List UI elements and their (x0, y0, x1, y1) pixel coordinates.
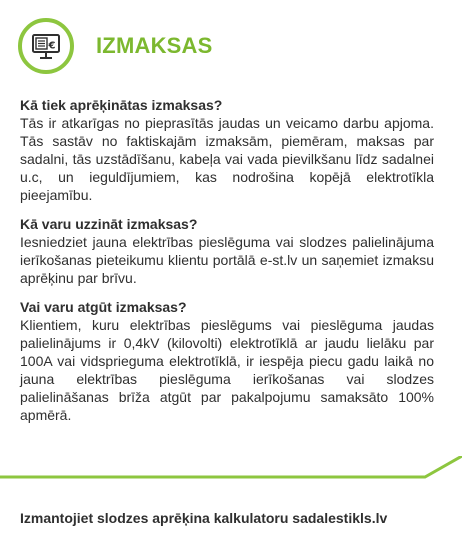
faq-answer: Klientiem, kuru elektrības pieslēgums vai pieslēguma jaudas palielinājums ir 0,4kV (kilovolti) elektrotīklā ar jaudu lielāku par 100A vai vidsprieguma elektrotīklā, ir iespēja piecu gadu laikā no jauna elektrības pieslēguma ierīkošanas vai slodzes palielināšanas brīža atgūt par pakalpojumu samaksāto 100% apmērā. (20, 317, 434, 423)
svg-text:€: € (48, 40, 56, 52)
faq-question: Kā varu uzzināt izmaksas? (20, 216, 198, 232)
faq-question: Kā tiek aprēķinātas izmaksas? (20, 97, 223, 113)
monitor-euro-icon (18, 18, 74, 74)
faq-item (20, 215, 434, 287)
faq-answer: Iesniedziet jauna elektrības pieslēguma vai slodzes palielinājuma ierīkošanas pieteikumu klientu portālā e-st.lv un saņemiet izmaksu aprēķinu par brīvu. (20, 234, 434, 286)
faq-item (20, 96, 434, 204)
page-title: IZMAKSAS (96, 33, 213, 58)
faq-item (20, 298, 434, 424)
faq-answer: Tās ir atkarīgas no pieprasītās jaudas un veicamo darbu apjoma. Tās sastāv no faktiskajām izmaksām, piemēram, maksas par sadalni, tās uzstādīšanu, kabeļa vai vada pievilkšanu līdz sadalnei u.c, un ieguldījumiem, kas nodrošina kopējā elektrotīkla pieejamību. (20, 115, 434, 203)
divider-line (0, 456, 462, 480)
section-header (18, 18, 438, 76)
calculator-note: Izmantojiet slodzes aprēķina kalkulatoru sadalestikls.lv (20, 510, 388, 526)
faq-question: Vai varu atgūt izmaksas? (20, 299, 187, 315)
faq-content (20, 96, 434, 435)
